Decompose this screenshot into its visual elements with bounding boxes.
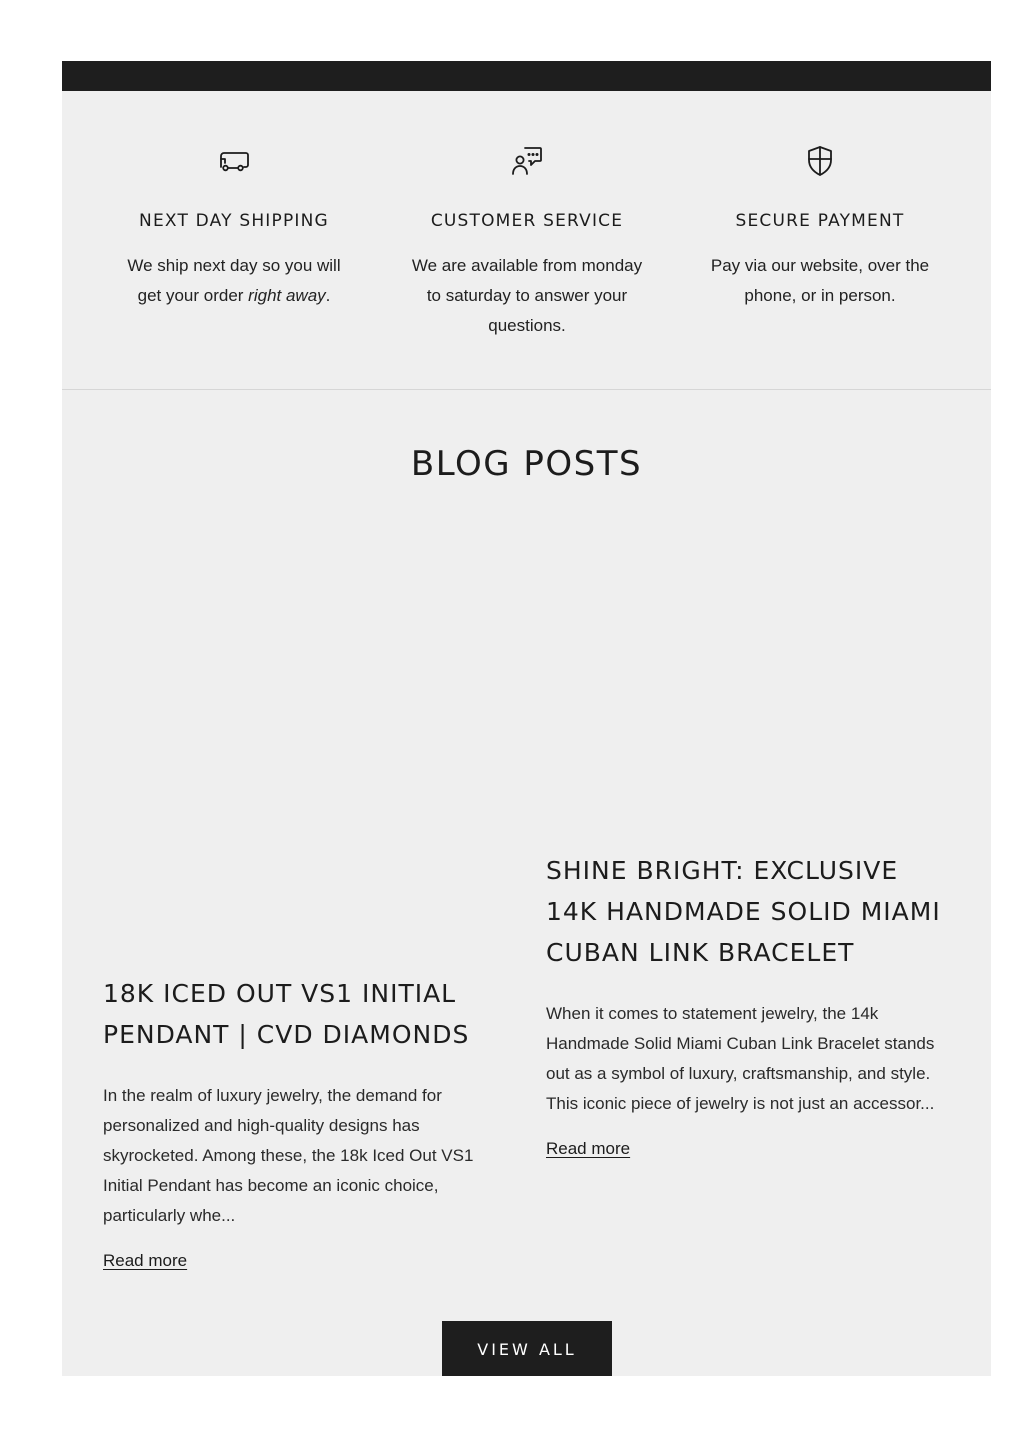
read-more-link[interactable]: Read more xyxy=(103,1251,188,1270)
customer-service-icon xyxy=(509,143,545,179)
view-all-button[interactable]: VIEW ALL xyxy=(442,1321,612,1376)
feature-text: Pay via our website, over the phone, or in person. xyxy=(710,256,930,305)
feature-text: We are available from monday to saturday to answer your questions. xyxy=(411,256,643,335)
blog-section-title: BLOG POSTS xyxy=(410,444,643,484)
blog-post-card xyxy=(546,850,951,1159)
feature-title: CUSTOMER SERVICE xyxy=(430,211,624,231)
truck-icon xyxy=(216,143,252,179)
blog-post-title[interactable]: 18K ICED OUT VS1 INITIAL PENDANT | CVD DIAMONDS xyxy=(103,979,470,1049)
blog-post-title[interactable]: SHINE BRIGHT: EXCLUSIVE 14K HANDMADE SOLID MIAMI CUBAN LINK BRACELET xyxy=(546,856,941,967)
features-strip xyxy=(62,91,991,390)
read-more-link[interactable]: Read more xyxy=(546,1139,631,1158)
feature-title: SECURE PAYMENT xyxy=(735,211,905,231)
page-section xyxy=(62,61,991,1376)
blog-post-excerpt: When it comes to statement jewelry, the 14k Handmade Solid Miami Cuban Link Bracelet stands out as a symbol of luxury, craftsmanship, and style. This iconic piece of jewelry is not just an accessor... xyxy=(546,1004,935,1113)
blog-post-excerpt: In the realm of luxury jewelry, the demand for personalized and high-quality designs has skyrocketed. Among these, the 18k Iced Out VS1 Initial Pendant has become an iconic choice, particularly whe... xyxy=(103,1086,474,1225)
feature-text: We ship next day so you will get your order right away. xyxy=(127,256,341,305)
feature-title: NEXT DAY SHIPPING xyxy=(139,211,329,231)
blog-post-card xyxy=(103,973,503,1271)
shield-icon xyxy=(802,143,838,179)
top-dark-bar xyxy=(62,61,991,91)
